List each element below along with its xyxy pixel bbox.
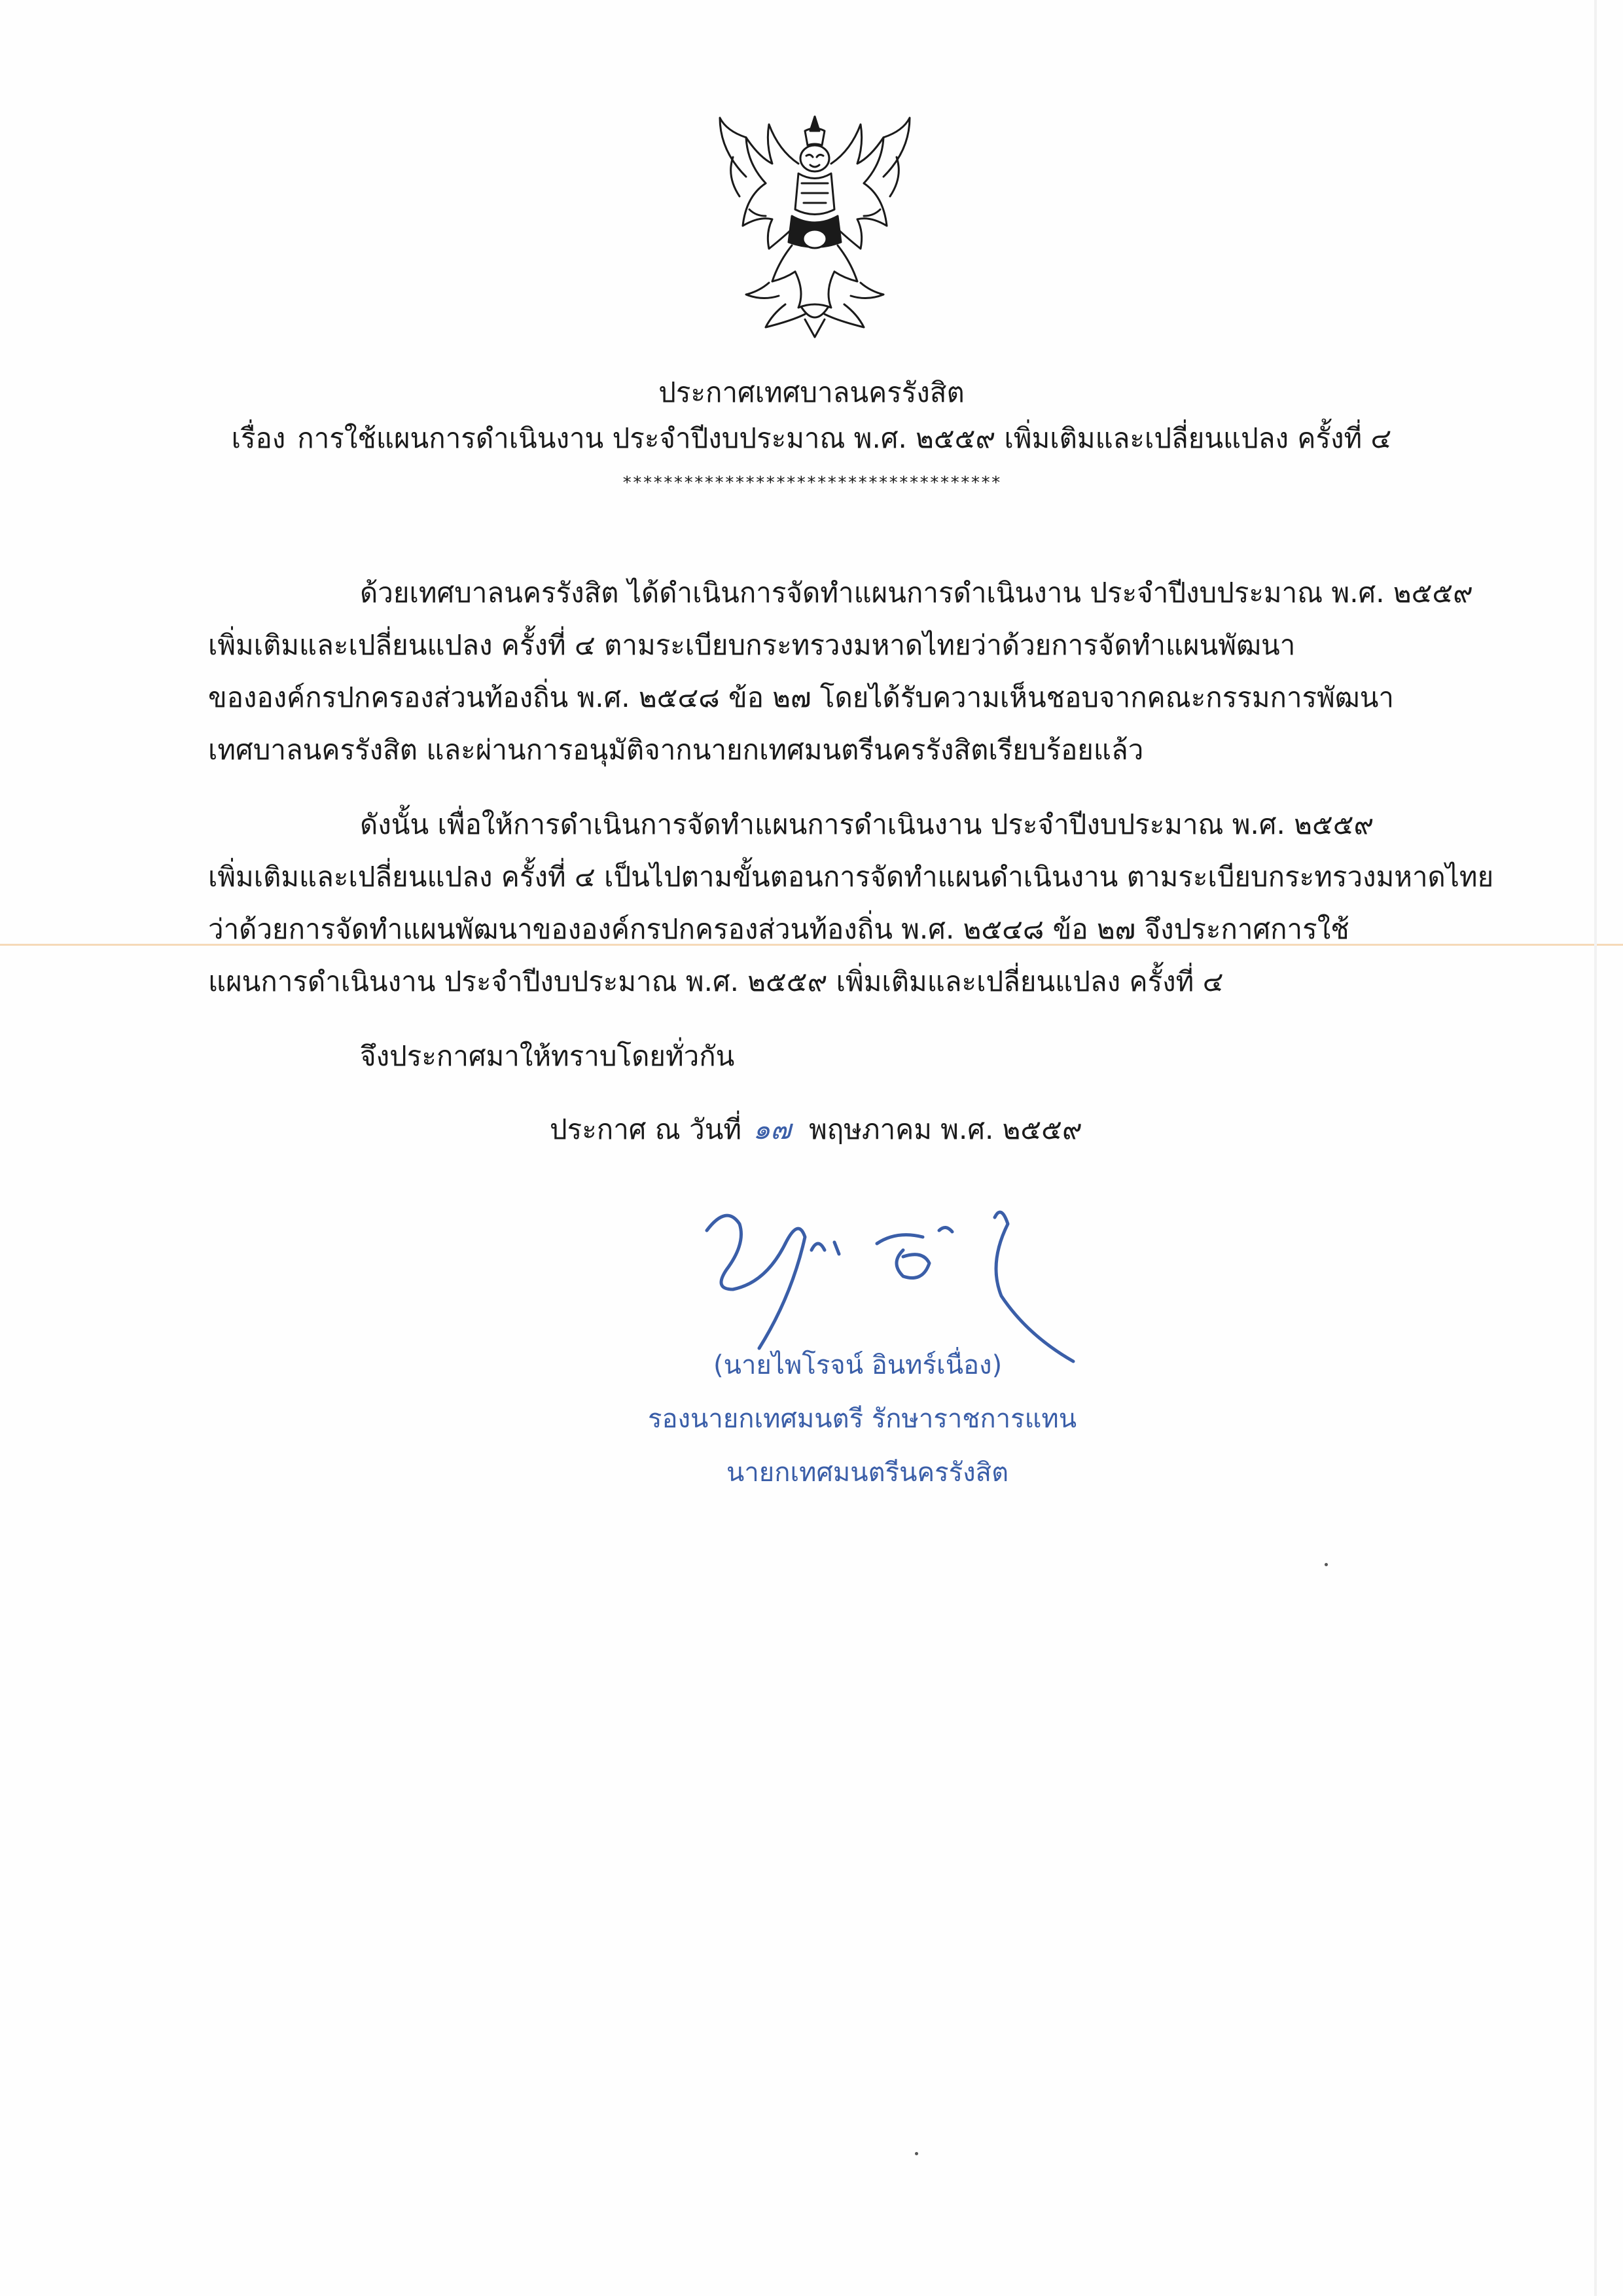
paragraph-2-line-3: ว่าด้วยการจัดทำแผนพัฒนาขององค์กรปกครองส่วนท้องถิ่น พ.ศ. ๒๕๔๘ ข้อ ๒๗ จึงประกาศการใช้ [208, 913, 1349, 945]
signatory-role-line-2: นายกเทศมนตรีนครรังสิต [726, 1458, 1009, 1488]
subject-text: การใช้แผนการดำเนินงาน ประจำปีงบประมาณ พ.ศ. ๒๕๕๙ เพิ่มเติมและเปลี่ยนแปลง ครั้งที่ ๔ [297, 422, 1392, 454]
paragraph-1-line-3: ขององค์กรปกครองส่วนท้องถิ่น พ.ศ. ๒๕๔๘ ข้อ ๒๗ โดยได้รับความเห็นชอบจากคณะกรรมการพัฒนา [208, 681, 1395, 713]
signatory-name: (นายไพโรจน์ อินทร์เนื่อง) [713, 1350, 1003, 1380]
scan-speck [1325, 1563, 1328, 1566]
signatory-role-line-1: รองนายกเทศมนตรี รักษาราชการแทน [648, 1404, 1077, 1434]
date-line [550, 1110, 1082, 1149]
paragraph-1-line-2: เพิ่มเติมและเปลี่ยนแปลง ครั้งที่ ๔ ตามระเบียบกระทรวงมหาดไทยว่าด้วยการจัดทำแผนพัฒนา [208, 629, 1296, 661]
scan-speck [915, 2152, 918, 2155]
paragraph-2-line-2: เพิ่มเติมและเปลี่ยนแปลง ครั้งที่ ๔ เป็นไปตามขั้นตอนการจัดทำแผนดำเนินงาน ตามระเบียบกระทรวงมหาดไทย [208, 861, 1494, 893]
paragraph-2-line-1: ดังนั้น เพื่อให้การดำเนินการจัดทำแผนการดำเนินงาน ประจำปีงบประมาณ พ.ศ. ๒๕๕๙ [360, 808, 1374, 840]
paragraph-1-line-4: เทศบาลนครรังสิต และผ่านการอนุมัติจากนายกเทศมนตรีนครรังสิตเรียบร้อยแล้ว [208, 734, 1144, 766]
garuda-emblem [707, 111, 923, 347]
scan-edge-shadow [1594, 0, 1597, 2296]
date-day-handwritten: ๑๗ [753, 1113, 791, 1145]
announcement-subject-line [0, 419, 1623, 458]
paragraph-2-line-4: แผนการดำเนินงาน ประจำปีงบประมาณ พ.ศ. ๒๕๕๙ เพิ่มเติมและเปลี่ยนแปลง ครั้งที่ ๔ [208, 965, 1224, 997]
announcement-title: ประกาศเทศบาลนครรังสิต [658, 376, 965, 408]
paragraph-1-line-1: ด้วยเทศบาลนครรังสิต ได้ดำเนินการจัดทำแผนการดำเนินงาน ประจำปีงบประมาณ พ.ศ. ๒๕๕๙ [360, 577, 1473, 609]
date-suffix: พฤษภาคม พ.ศ. ๒๕๕๙ [809, 1113, 1082, 1145]
date-prefix: ประกาศ ณ วันที่ [550, 1113, 742, 1145]
subject-prefix: เรื่อง [231, 422, 286, 454]
title-separator: ************************************* [622, 473, 1001, 493]
closing-statement: จึงประกาศมาให้ทราบโดยทั่วกัน [360, 1040, 735, 1072]
